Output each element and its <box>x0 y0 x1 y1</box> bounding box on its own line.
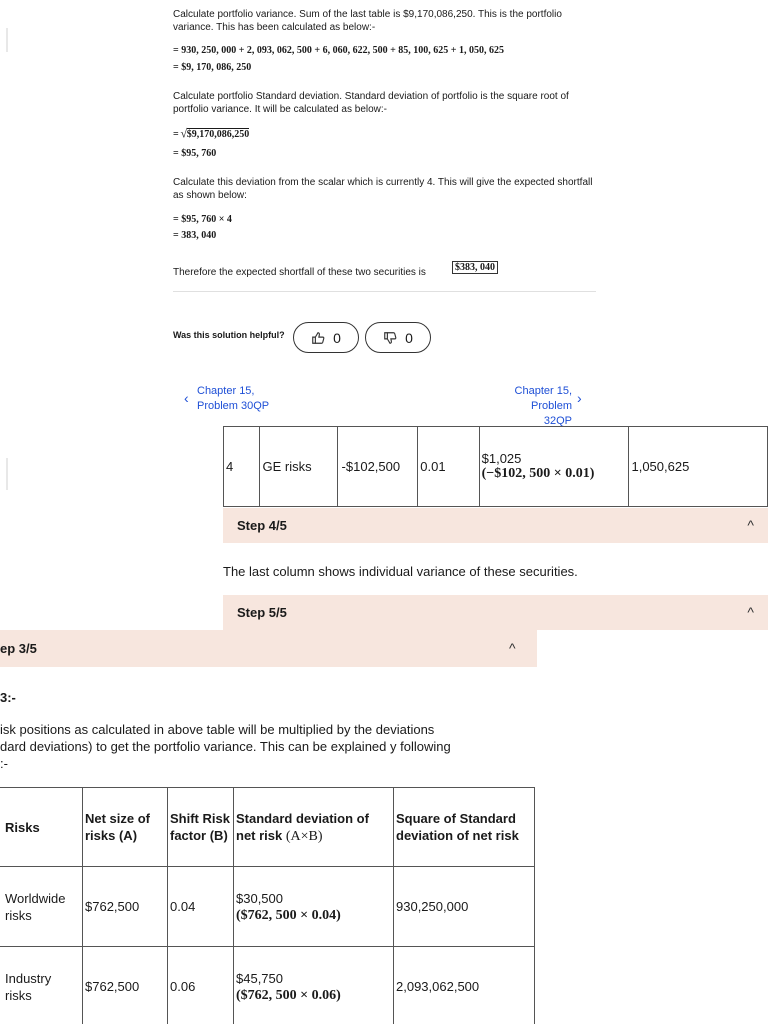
next-problem-label: Problem 32QP <box>531 400 572 427</box>
risk-deviation-table <box>0 787 535 1024</box>
portfolio-variance-paragraph: Calculate portfolio variance. Sum of the last table is $9,170,086,250. This is the portfolio variance. This has been calculated as below:- <box>173 9 562 33</box>
variance-sum-equation: = 930, 250, 000 + 2, 093, 062, 500 + 6, 060, 622, 500 + 85, 100, 625 + 1, 050, 625 <box>173 45 504 56</box>
step-4-text: The last column shows individual variance of these securities. <box>223 564 578 579</box>
thumbs-up-button[interactable] <box>293 322 359 353</box>
header-shift-factor: Shift Risk factor (B) <box>168 788 234 867</box>
row-square-cell: 930,250,000 <box>394 867 535 947</box>
header-std-deviation-text: Standard deviation of net risk <box>236 810 369 843</box>
expected-shortfall-value: = 383, 040 <box>173 230 217 241</box>
row-sd-value: $45,750 <box>236 970 283 986</box>
table-row <box>0 867 535 947</box>
prev-problem-link[interactable] <box>197 384 269 414</box>
explanation-line-3: :- <box>0 756 8 771</box>
next-problem-link[interactable] <box>500 384 572 429</box>
sqrt-equation: = √$9,170,086,250 <box>173 127 250 142</box>
row-sd-formula: ($762, 500 × 0.04) <box>236 907 341 923</box>
row-net-size-cell: $762,500 <box>83 947 168 1024</box>
scroll-edge-mark <box>6 28 8 52</box>
boxed-answer: $383, 040 <box>452 261 498 274</box>
step-5-header[interactable] <box>223 595 768 630</box>
risk-name: GE risks <box>262 459 312 474</box>
explanation-line-2: dard deviations) to get the portfolio variance. This can be explained y following <box>0 739 451 754</box>
chevron-left-icon[interactable]: ‹ <box>184 390 189 406</box>
helpful-question: Was this solution helpful? <box>173 330 285 340</box>
header-square: Square of Standard deviation of net risk <box>394 788 535 867</box>
step-4-title: Step 4/5 <box>237 518 287 533</box>
securities-table-fragment <box>223 426 768 507</box>
row-net-size-cell: $762,500 <box>83 867 168 947</box>
sd-value: $1,025 <box>481 451 522 466</box>
scalar-paragraph: Calculate this deviation from the scalar which is currently 4. This will give the expected shortfall as shown below: <box>173 177 593 201</box>
row-factor-cell: 0.04 <box>168 867 234 947</box>
factor: 0.01 <box>420 459 446 474</box>
step-3-subtitle: 3:- <box>0 690 16 705</box>
prev-chapter-label: Chapter 15, <box>197 385 255 397</box>
chevron-up-icon[interactable]: ^ <box>509 640 516 656</box>
risk-name-cell <box>260 427 337 507</box>
prev-problem-label: Problem 30QP <box>197 400 270 412</box>
table-row <box>0 947 535 1024</box>
step-3-header[interactable] <box>0 630 537 667</box>
conclusion-text <box>173 266 426 279</box>
row-number: 4 <box>226 459 234 474</box>
step-3-title: ep 3/5 <box>0 641 37 656</box>
thumbs-down-button[interactable] <box>365 322 431 353</box>
downvote-count: 0 <box>405 329 413 346</box>
chevron-right-icon[interactable]: › <box>577 390 582 406</box>
sd-formula: (−$102, 500 × 0.01) <box>481 466 595 481</box>
variance-result: = $9, 170, 086, 250 <box>173 62 252 73</box>
row-sd-value: $30,500 <box>236 890 283 906</box>
header-risks: Risks <box>0 788 83 867</box>
row-sd-formula: ($762, 500 × 0.06) <box>236 987 341 1003</box>
net-size-cell <box>337 427 418 507</box>
explanation-line-1: isk positions as calculated in above table will be multiplied by the deviations <box>0 722 435 737</box>
next-chapter-label: Chapter 15, <box>514 385 572 397</box>
row-sd-cell <box>234 947 394 1024</box>
row-risk-cell: Worldwide risks <box>0 867 83 947</box>
chevron-up-icon[interactable]: ^ <box>747 517 754 533</box>
table-header-row <box>0 788 535 867</box>
solution-divider <box>173 291 596 292</box>
header-std-deviation-formula: (A×B) <box>285 828 323 844</box>
thumbs-up-icon <box>311 331 325 345</box>
std-deviation-paragraph: Calculate portfolio Standard deviation. Standard deviation of portfolio is the square root of portfolio variance. It will be calculated as below:- <box>173 91 569 115</box>
header-std-deviation <box>234 788 394 867</box>
step-4-header[interactable] <box>223 508 768 543</box>
square-value: 1,050,625 <box>631 459 690 474</box>
net-size: -$102,500 <box>341 459 401 474</box>
thumbs-down-icon <box>383 331 397 345</box>
chevron-up-icon[interactable]: ^ <box>747 604 754 620</box>
scroll-edge-mark <box>6 458 8 490</box>
step-3-explanation <box>0 721 540 772</box>
row-number-cell <box>224 427 260 507</box>
step-5-title: Step 5/5 <box>237 605 287 620</box>
table-row <box>224 427 768 507</box>
header-net-size: Net size of risks (A) <box>83 788 168 867</box>
row-risk-cell: Industry risks <box>0 947 83 1024</box>
conclusion-label: Therefore the expected shortfall of these two securities is <box>173 267 426 278</box>
row-sd-cell <box>234 867 394 947</box>
upvote-count: 0 <box>333 329 341 346</box>
sqrt-argument: $9,170,086,250 <box>186 129 250 140</box>
square-cell <box>629 427 768 507</box>
sd-cell <box>479 427 629 507</box>
row-factor-cell: 0.06 <box>168 947 234 1024</box>
row-square-cell: 2,093,062,500 <box>394 947 535 1024</box>
factor-cell <box>418 427 479 507</box>
std-deviation-result: = $95, 760 <box>173 148 217 159</box>
scalar-equation: = $95, 760 × 4 <box>173 214 232 225</box>
